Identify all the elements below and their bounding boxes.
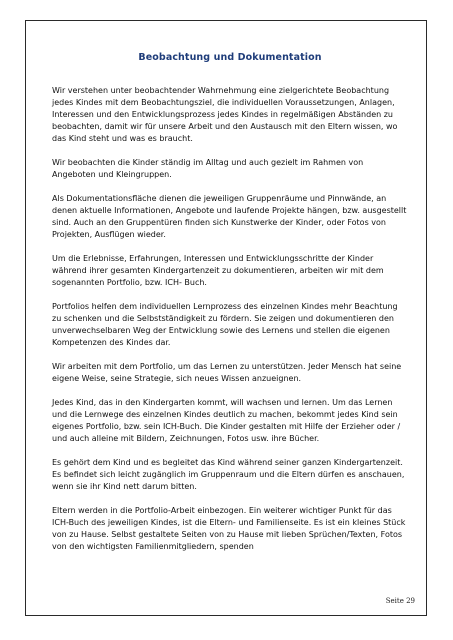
paragraph-6: Wir arbeiten mit dem Portfolio, um das Lernen zu unterstützen. Jeder Mensch hat seine eigene Weise, seine Strategie, sich neues Wissen anzueignen. <box>52 362 402 383</box>
paragraph-2: Wir beobachten die Kinder ständig im Alltag und auch gezielt im Rahmen von Angeboten und Kleingruppen. <box>52 158 364 179</box>
paragraph-1: Wir verstehen unter beobachtender Wahrnehmung eine zielgerichtete Beobachtung jedes Kindes mit dem Beobachtungsziel, die individuellen Voraussetzungen, Anlagen, Interessen und den Entwicklungsprozess jedes Kindes in regelmäßigen Abständen zu beobachten, damit wir für unsere Arbeit und den Austausch mit den Eltern wissen, wo das Kind steht und was es braucht. <box>52 86 398 143</box>
paragraph-9: Eltern werden in die Portfolio-Arbeit einbezogen. Ein weiterer wichtiger Punkt für das ICH-Buch des jeweiligen Kindes, ist die Eltern- und Familienseite. Es ist ein kleines Stück von zu Hause. Selbst gestaltete Seiten von zu Hause mit lieben Sprüchen/Texten, Fotos von den wichtigsten Familienmitgliedern, spenden <box>52 506 406 551</box>
document-title: Beobachtung und Dokumentation <box>138 52 322 63</box>
paragraph-7: Jedes Kind, das in den Kindergarten kommt, will wachsen und lernen. Um das Lernen und die Lernwege des einzelnen Kindes deutlich zu machen, bekommt jedes Kind sein eigenes Portfolio, bzw. sein ICH-Buch. Die Kinder gestalten mit Hilfe der Erzieher oder / und auch alleine mit Bildern, Zeichnungen, Fotos usw. ihre Bücher. <box>52 398 401 443</box>
paragraph-5: Portfolios helfen dem individuellen Lernprozess des einzelnen Kindes mehr Beachtung zu schenken und die Selbstständigkeit zu fördern. Sie zeigen und dokumentieren den unverwechselbaren Weg der Entwicklung sowie des Lernens und stellen die eigenen Kompetenzen des Kindes dar. <box>52 302 398 347</box>
paragraph-4: Um die Erlebnisse, Erfahrungen, Interessen und Entwicklungsschritte der Kinder während ihrer gesamten Kindergartenzeit zu dokumentieren, arbeiten wir mit dem sogenannten Portfolio, bzw. ICH- Buch. <box>52 254 384 287</box>
page-number: Seite 29 <box>385 597 415 605</box>
paragraph-3: Als Dokumentationsfläche dienen die jeweiligen Gruppenräume und Pinnwände, an denen aktuelle Informationen, Angebote und laufende Projekte hängen, bzw. ausgestellt sind. Auch an den Gruppentüren finden sich Kunstwerke der Kinder, oder Fotos von Projekten, Ausflügen wieder. <box>52 194 407 239</box>
document-body <box>52 52 408 565</box>
paragraph-8: Es gehört dem Kind und es begleitet das Kind während seiner ganzen Kindergartenzeit. Es befindet sich leicht zugänglich im Gruppenraum und die Eltern dürfen es anschauen, wenn sie ihr Kind nett darum bitten. <box>52 458 405 491</box>
